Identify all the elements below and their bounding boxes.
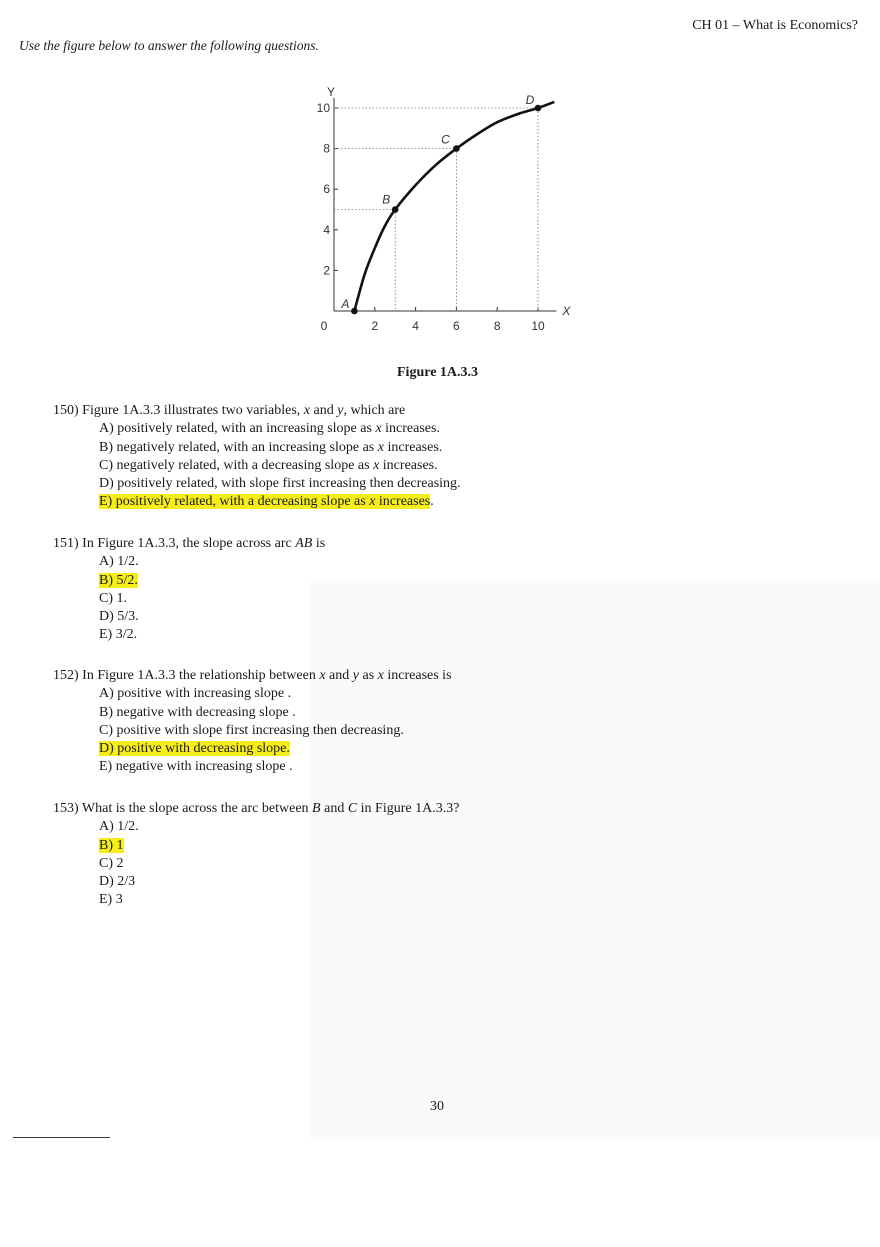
answer-option: A) positively related, with an increasing slope as x increases. <box>99 421 440 437</box>
point-d <box>535 105 542 112</box>
answer-option: D) 5/3. <box>99 609 139 625</box>
question-151 <box>53 535 325 645</box>
answer-option: C) 2 <box>99 855 124 871</box>
y-tick-label: 10 <box>316 101 330 115</box>
y-tick-label: 2 <box>323 263 330 278</box>
point-label-a: A <box>341 297 350 311</box>
answer-option-highlighted: B) 1 <box>99 837 124 853</box>
answer-option: C) 1. <box>99 590 127 606</box>
point-c <box>453 145 460 152</box>
question-153 <box>53 800 459 910</box>
point-label-b: B <box>382 192 391 207</box>
page-number: 30 <box>430 1099 444 1114</box>
answer-option: E) 3/2. <box>99 627 138 643</box>
question-150 <box>53 402 461 512</box>
y-tick-label: 4 <box>323 222 330 237</box>
answer-option: D) positively related, with slope first increasing then decreasing. <box>99 476 461 492</box>
x-tick-label: 4 <box>412 319 419 333</box>
point-b <box>392 206 399 213</box>
instructions: Use the figure below to answer the following questions. <box>19 38 319 53</box>
answer-option: C) negatively related, with a decreasing slope as x increases. <box>99 457 438 473</box>
answer-option: E) 3 <box>99 892 123 908</box>
figure-1a-3-3-chart <box>306 78 571 340</box>
y-tick-label: 8 <box>323 141 330 156</box>
answer-option-highlighted: D) positive with decreasing slope. <box>99 741 290 757</box>
x-tick-label: 2 <box>371 319 379 333</box>
figure-caption: Figure 1A.3.3 <box>397 365 479 380</box>
answer-option: A) positive with increasing slope . <box>99 686 292 702</box>
answer-option: B) negatively related, with an increasing slope as x increases. <box>99 439 443 455</box>
point-label-c: C <box>441 132 450 147</box>
answer-option: A) 1/2. <box>99 554 139 570</box>
question-stem: 151) In Figure 1A.3.3, the slope across arc AB is <box>53 536 326 551</box>
point-a <box>351 308 358 315</box>
question-stem: 152) In Figure 1A.3.3 the relationship between x and y as x increases is <box>53 668 452 683</box>
answer-option: B) negative with decreasing slope . <box>99 704 296 720</box>
x-axis-label: X <box>562 304 571 318</box>
y-axis-label: Y <box>326 84 336 99</box>
x-tick-label: 0 <box>320 319 328 333</box>
x-tick-label: 10 <box>531 319 545 333</box>
question-stem: 153) What is the slope across the arc between B and C in Figure 1A.3.3? <box>53 801 460 816</box>
answer-option: A) 1/2. <box>99 819 139 835</box>
y-tick-label: 6 <box>323 182 330 197</box>
x-tick-label: 8 <box>493 319 501 333</box>
chapter-header: CH 01 – What is Economics? <box>692 18 858 33</box>
answer-option-highlighted: B) 5/2. <box>99 572 138 588</box>
question-152 <box>53 667 452 777</box>
answer-option: D) 2/3 <box>99 874 136 890</box>
answer-option-highlighted: E) positively related, with a decreasing slope as x increases. <box>99 494 434 510</box>
answer-option: E) negative with increasing slope . <box>99 759 293 775</box>
footnote-divider <box>13 1137 110 1138</box>
x-tick-label: 6 <box>453 319 460 333</box>
answer-option: C) positive with slope first increasing then decreasing. <box>99 722 404 738</box>
point-label-d: D <box>525 93 535 107</box>
question-stem: 150) Figure 1A.3.3 illustrates two variables, x and y, which are <box>53 403 406 418</box>
